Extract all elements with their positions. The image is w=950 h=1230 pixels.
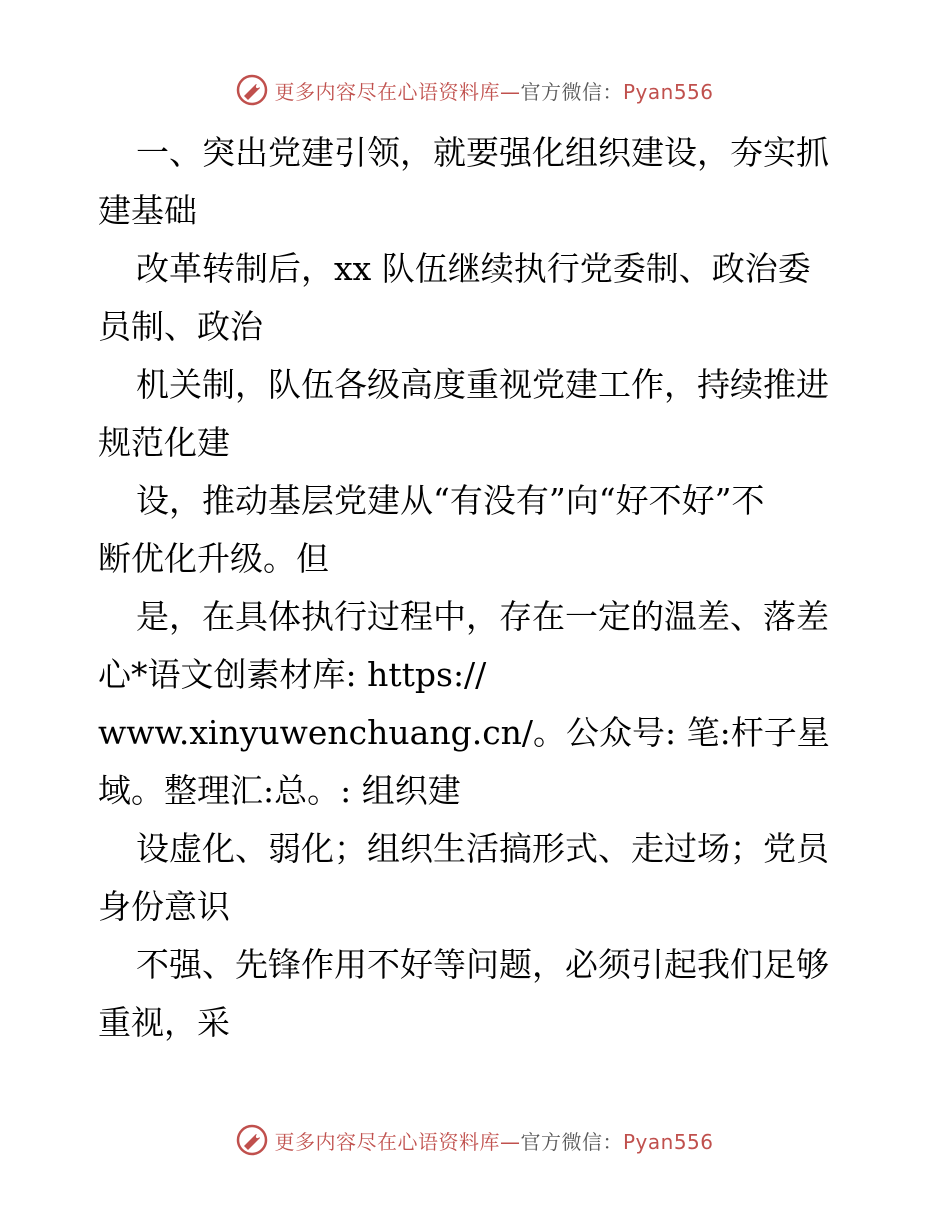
pen-nib-logo-icon — [236, 1124, 268, 1156]
text-line: 规范化建 — [98, 423, 230, 462]
footer-watermark — [0, 1120, 950, 1160]
document-body — [98, 124, 858, 1052]
text-line: 重视，采 — [98, 1003, 230, 1042]
text-line: 不强、先锋作用不好等问题，必须引起我们足够 — [136, 945, 829, 984]
footer-separator: — — [499, 1129, 521, 1154]
pen-nib-logo-icon — [236, 74, 268, 106]
text-line: 建基础 — [98, 191, 197, 230]
text-line: 一、突出党建引领，就要强化组织建设，夯实抓 — [136, 133, 829, 172]
footer-text — [274, 1126, 713, 1155]
text-line: 心*语文创素材库: https:// — [98, 655, 487, 694]
header-official-label: 官方微信： — [520, 79, 623, 104]
header-brand: 更多内容尽在心语资料库 — [274, 79, 500, 104]
header-separator: — — [499, 79, 521, 104]
footer-wechat-id: Pyan556 — [622, 1129, 714, 1154]
text-line: www.xinyuwenchuang.cn/。公众号: 笔:杆子星 — [98, 713, 830, 752]
text-line: 员制、政治 — [98, 307, 263, 346]
text-line: 设虚化、弱化；组织生活搞形式、走过场；党员 — [136, 829, 829, 868]
footer-brand: 更多内容尽在心语资料库 — [274, 1129, 500, 1154]
text-line: 断优化升级。但 — [98, 539, 329, 578]
header-text — [274, 76, 713, 105]
header-watermark — [0, 70, 950, 110]
text-line: 域。整理汇:总。: 组织建 — [98, 771, 461, 810]
text-line: 改革转制后，xx 队伍继续执行党委制、政治委 — [136, 249, 811, 288]
text-line: 身份意识 — [98, 887, 230, 926]
text-line: 机关制，队伍各级高度重视党建工作，持续推进 — [136, 365, 829, 404]
footer-official-label: 官方微信： — [520, 1129, 623, 1154]
header-wechat-id: Pyan556 — [622, 79, 714, 104]
text-line: 设，推动基层党建从“有没有”向“好不好”不 — [136, 481, 765, 520]
text-line: 是，在具体执行过程中，存在一定的温差、落差 — [136, 597, 829, 636]
